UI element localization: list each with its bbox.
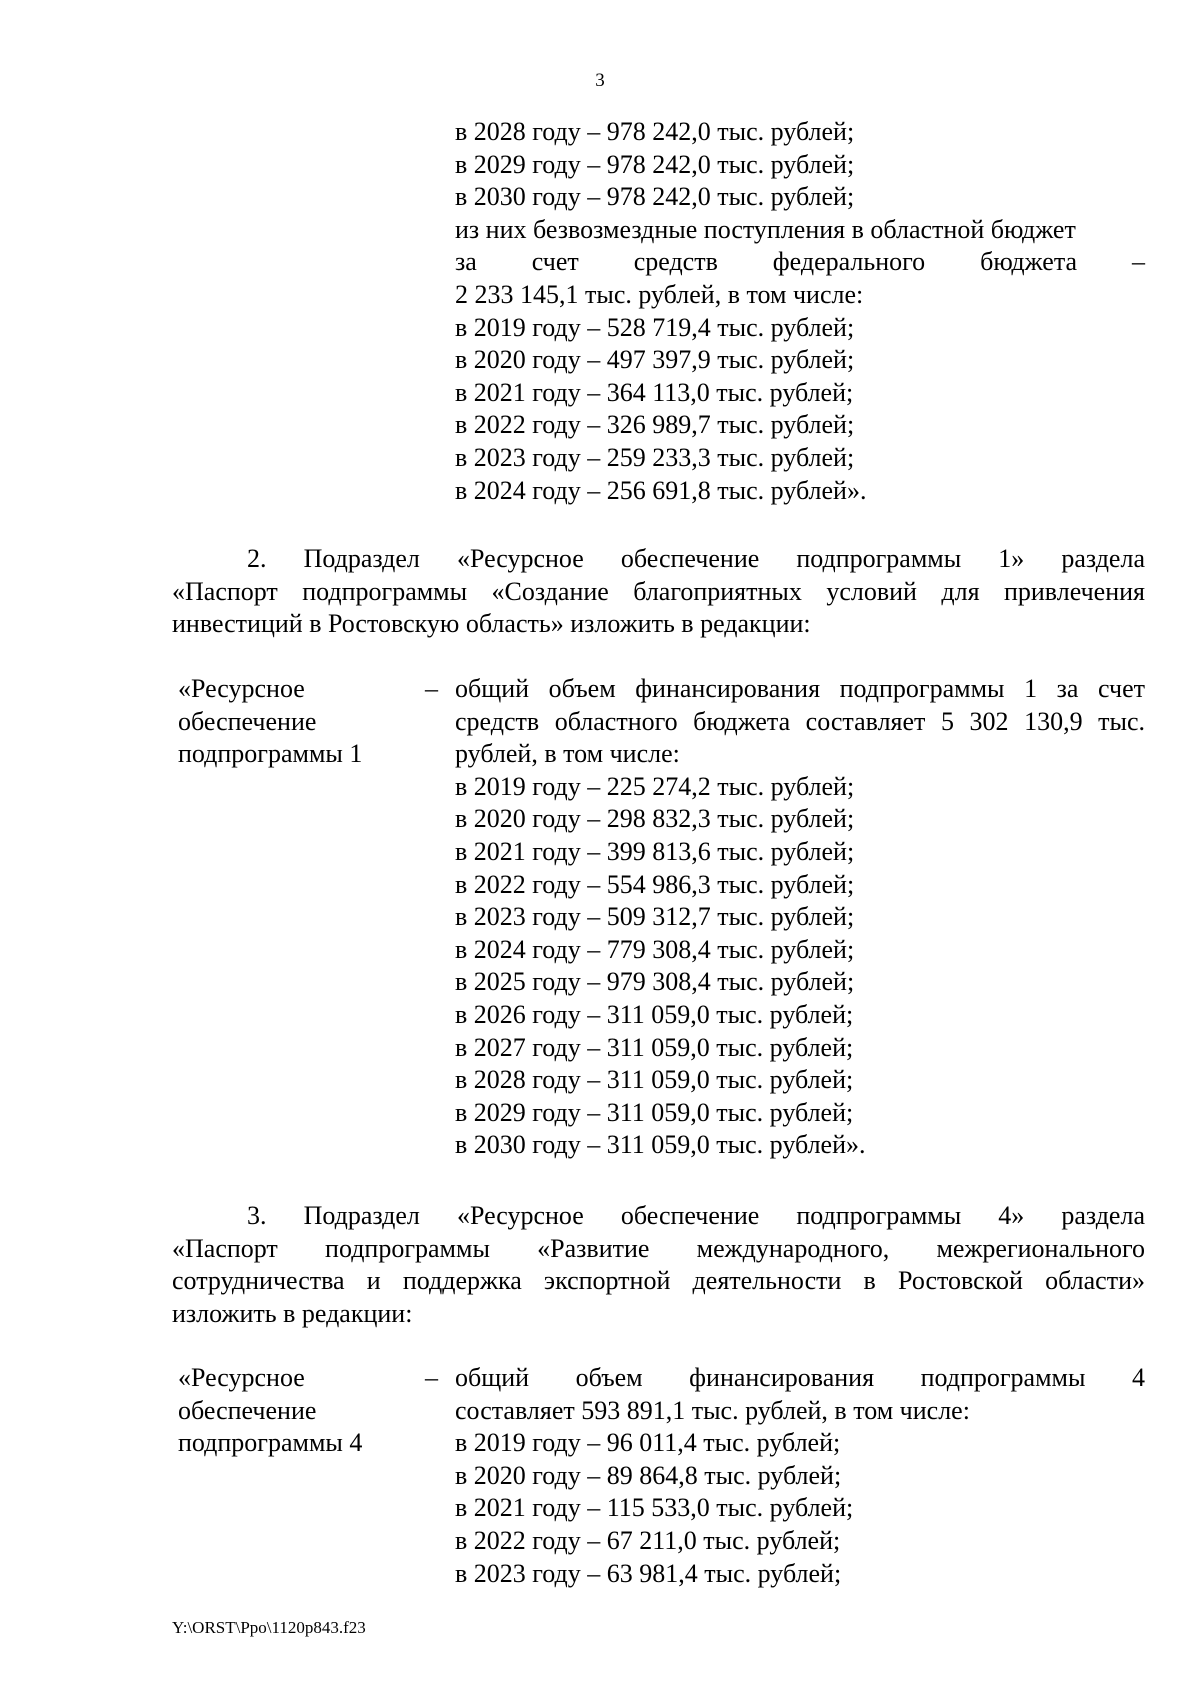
value-line: в 2023 году – 509 312,7 тыс. рублей; <box>455 902 855 932</box>
value-line: в 2022 году – 67 211,0 тыс. рублей; <box>455 1525 841 1555</box>
text-line: за счет средств федерального бюджета – <box>455 247 1145 277</box>
text-line: в 2024 году – 256 691,8 тыс. рублей». <box>455 475 867 505</box>
value-line: в 2019 году – 225 274,2 тыс. рублей; <box>455 771 855 801</box>
value-line: в 2025 году – 979 308,4 тыс. рублей; <box>455 967 855 997</box>
value-line: в 2026 году – 311 059,0 тыс. рублей; <box>455 999 854 1029</box>
value-line: в 2029 году – 311 059,0 тыс. рублей; <box>455 1097 854 1127</box>
section3-paragraph <box>172 1200 1145 1330</box>
paragraph-line: изложить в редакции: <box>172 1298 413 1328</box>
paragraph-line: 2. Подраздел «Ресурсное обеспечение подпрограммы 1» раздела <box>247 544 1145 573</box>
value-line: в 2028 году – 311 059,0 тыс. рублей; <box>455 1065 854 1095</box>
file-path-footer: Y:\ORST\Ppo\1120p843.f23 <box>172 1618 366 1637</box>
text-line: в 2022 году – 326 989,7 тыс. рублей; <box>455 410 855 440</box>
text-line: в 2019 году – 528 719,4 тыс. рублей; <box>455 312 855 342</box>
text-line: в 2028 году – 978 242,0 тыс. рублей; <box>455 117 855 146</box>
value-line: рублей, в том числе: <box>455 739 680 769</box>
value-line: в 2021 году – 399 813,6 тыс. рублей; <box>455 836 855 866</box>
paragraph-line: сотрудничества и поддержка экспортной деятельности в Ростовской области» <box>172 1266 1145 1296</box>
value-line: составляет 593 891,1 тыс. рублей, в том числе: <box>455 1395 970 1425</box>
text-line: в 2020 году – 497 397,9 тыс. рублей; <box>455 345 855 375</box>
value-line: в 2024 году – 779 308,4 тыс. рублей; <box>455 934 855 964</box>
section3-values <box>455 1362 1145 1590</box>
label-line: «Ресурсное <box>178 674 305 703</box>
label-line: подпрограммы 4 <box>178 1428 363 1458</box>
label-line: обеспечение <box>178 706 317 736</box>
paragraph-line: 3. Подраздел «Ресурсное обеспечение подпрограммы 4» раздела <box>247 1201 1145 1230</box>
value-line: в 2030 году – 311 059,0 тыс. рублей». <box>455 1130 866 1160</box>
text-line: в 2021 году – 364 113,0 тыс. рублей; <box>455 377 854 407</box>
value-line: в 2023 году – 63 981,4 тыс. рублей; <box>455 1558 842 1588</box>
section3-dash: – <box>425 1363 438 1392</box>
text-line: из них безвозмездные поступления в областной бюджет <box>455 214 1076 244</box>
label-line: подпрограммы 1 <box>178 739 363 769</box>
top-block <box>455 116 1145 507</box>
value-line: средств областного бюджета составляет 5 302 130,9 тыс. <box>455 706 1145 736</box>
value-line: в 2020 году – 298 832,3 тыс. рублей; <box>455 804 855 834</box>
value-line: в 2027 году – 311 059,0 тыс. рублей; <box>455 1032 854 1062</box>
value-line: в 2022 году – 554 986,3 тыс. рублей; <box>455 869 855 899</box>
text-line: в 2023 году – 259 233,3 тыс. рублей; <box>455 442 855 472</box>
text-line: в 2030 году – 978 242,0 тыс. рублей; <box>455 182 855 212</box>
value-line: общий объем финансирования подпрограммы 4 <box>455 1363 1145 1392</box>
paragraph-line: инвестиций в Ростовскую область» изложить в редакции: <box>172 609 811 639</box>
section3-label <box>178 1362 428 1460</box>
section2-dash: – <box>425 674 438 703</box>
value-line: в 2020 году – 89 864,8 тыс. рублей; <box>455 1460 842 1490</box>
text-line: 2 233 145,1 тыс. рублей, в том числе: <box>455 279 864 309</box>
value-line: общий объем финансирования подпрограммы 1 за счет <box>455 674 1145 703</box>
paragraph-line: «Паспорт подпрограммы «Развитие международного, межрегионального <box>172 1233 1145 1263</box>
value-line: в 2019 году – 96 011,4 тыс. рублей; <box>455 1428 841 1458</box>
page-number: 3 <box>595 70 605 91</box>
section2-paragraph <box>172 543 1145 641</box>
value-line: в 2021 году – 115 533,0 тыс. рублей; <box>455 1493 854 1523</box>
section2-label <box>178 673 428 771</box>
label-line: обеспечение <box>178 1395 317 1425</box>
label-line: «Ресурсное <box>178 1363 305 1392</box>
paragraph-line: «Паспорт подпрограммы «Создание благоприятных условий для привлечения <box>172 576 1145 606</box>
text-line: в 2029 году – 978 242,0 тыс. рублей; <box>455 149 855 179</box>
section2-values <box>455 673 1145 1162</box>
